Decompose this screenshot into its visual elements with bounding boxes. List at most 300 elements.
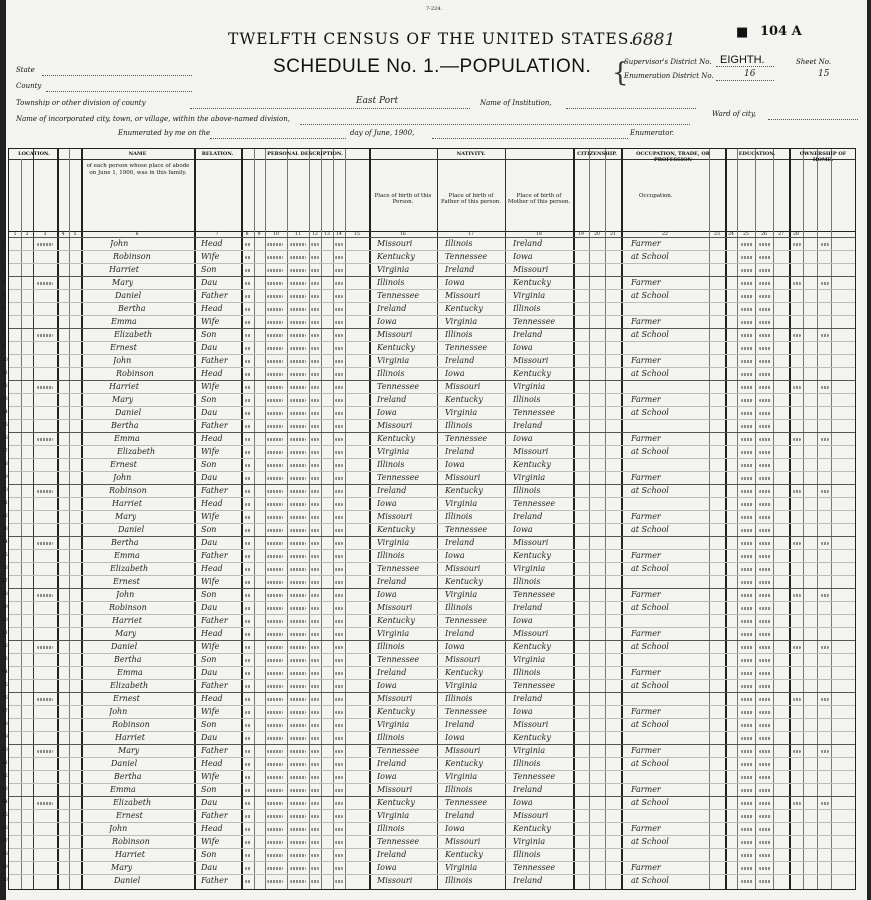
handwriting-mark: [311, 620, 319, 623]
handwriting-mark: [759, 555, 771, 558]
handwriting-mark: [335, 776, 343, 779]
handwriting-mark: [290, 776, 306, 779]
handwritten-entry: Illinois: [513, 850, 541, 859]
handwritten-entry: Virginia: [513, 473, 546, 482]
handwriting-mark: [245, 477, 251, 480]
handwritten-entry: Tennessee: [377, 291, 420, 300]
handwritten-entry: Son: [201, 330, 217, 339]
row-number: 6: [2, 306, 5, 311]
handwritten-entry: Head: [201, 629, 223, 638]
row-number: 2: [2, 254, 5, 259]
handwriting-mark: [267, 321, 283, 324]
handwriting-mark: [759, 568, 771, 571]
handwritten-entry: Illinois: [377, 369, 405, 378]
row-number: 39: [2, 735, 8, 740]
handwritten-entry: Missouri: [445, 655, 481, 664]
row-number: 36: [2, 696, 8, 701]
handwriting-mark: [290, 438, 306, 441]
sheet-value: 15: [818, 69, 830, 79]
handwriting-mark: [311, 243, 319, 246]
handwriting-mark: [267, 386, 283, 389]
handwritten-entry: Wife: [201, 382, 220, 391]
supervisor-value: EIGHTH.: [720, 54, 765, 66]
handwritten-entry: Dau: [201, 473, 218, 482]
handwriting-mark: [311, 516, 319, 519]
table-row: [9, 731, 855, 732]
handwriting-mark: [741, 386, 753, 389]
handwritten-entry: Virginia: [513, 564, 546, 573]
handwriting-mark: [793, 334, 801, 337]
handwriting-mark: [759, 607, 771, 610]
column-number: 9: [257, 232, 261, 237]
handwriting-mark: [245, 295, 251, 298]
handwriting-mark: [245, 607, 251, 610]
handwritten-entry: Ernest: [113, 694, 140, 703]
table-row: [9, 523, 855, 524]
handwriting-mark: [759, 737, 771, 740]
handwritten-entry: Farmer: [631, 863, 661, 872]
handwriting-mark: [335, 854, 343, 857]
handwriting-mark: [759, 633, 771, 636]
row-number: 34: [2, 670, 8, 675]
row-number: 27: [2, 579, 8, 584]
handwritten-entry: Iowa: [377, 408, 397, 417]
handwriting-mark: [245, 269, 251, 272]
handwriting-mark: [290, 633, 306, 636]
handwriting-mark: [759, 854, 771, 857]
handwriting-mark: [311, 672, 319, 675]
handwriting-mark: [267, 373, 283, 376]
handwriting-mark: [311, 477, 319, 480]
handwriting-mark: [741, 724, 753, 727]
handwriting-mark: [311, 360, 319, 363]
handwritten-entry: Bertha: [111, 538, 139, 547]
handwritten-entry: Daniel: [115, 291, 142, 300]
handwriting-mark: [290, 789, 306, 792]
handwriting-mark: [267, 724, 283, 727]
nativity-col-person: Place of birth of this Person.: [374, 193, 432, 205]
scan-edge-right: [867, 0, 871, 900]
table-row: [9, 393, 855, 394]
handwritten-entry: Farmer: [631, 395, 661, 404]
handwriting-mark: [793, 594, 801, 597]
handwriting-mark: [335, 620, 343, 623]
handwriting-mark: [335, 399, 343, 402]
handwriting-mark: [335, 581, 343, 584]
handwritten-entry: Head: [201, 564, 223, 573]
handwritten-entry: Father: [201, 551, 228, 560]
row-number: 18: [2, 462, 8, 467]
handwritten-entry: Farmer: [631, 473, 661, 482]
handwritten-entry: Mary: [112, 395, 134, 404]
handwriting-mark: [37, 334, 53, 337]
handwriting-mark: [245, 542, 251, 545]
handwriting-mark: [245, 841, 251, 844]
column-number: 15: [354, 232, 360, 237]
handwritten-entry: Head: [201, 694, 223, 703]
handwritten-entry: Kentucky: [377, 252, 415, 261]
handwritten-entry: at School: [631, 798, 669, 807]
handwriting-mark: [267, 659, 283, 662]
table-row: [9, 796, 855, 797]
handwriting-mark: [290, 464, 306, 467]
handwritten-entry: Illinois: [377, 824, 405, 833]
handwritten-entry: Father: [201, 421, 228, 430]
handwritten-entry: Tennessee: [377, 564, 420, 573]
handwriting-mark: [759, 425, 771, 428]
group-location: LOCATION.: [18, 151, 50, 157]
handwriting-mark: [759, 464, 771, 467]
handwriting-mark: [759, 581, 771, 584]
handwritten-entry: at School: [631, 486, 669, 495]
handwriting-mark: [290, 698, 306, 701]
handwritten-entry: Kentucky: [445, 759, 483, 768]
handwriting-mark: [267, 685, 283, 688]
handwriting-mark: [335, 594, 343, 597]
handwritten-entry: Son: [201, 785, 217, 794]
handwritten-entry: Emma: [117, 668, 143, 677]
handwriting-mark: [821, 282, 829, 285]
handwritten-entry: Ireland: [513, 330, 543, 339]
handwriting-mark: [311, 308, 319, 311]
handwritten-entry: at School: [631, 252, 669, 261]
handwriting-mark: [267, 256, 283, 259]
handwritten-entry: Dau: [201, 798, 218, 807]
handwritten-entry: Illinois: [445, 330, 473, 339]
handwritten-entry: Tennessee: [445, 525, 488, 534]
handwriting-mark: [267, 464, 283, 467]
table-row: [9, 341, 855, 342]
handwriting-mark: [311, 581, 319, 584]
handwriting-mark: [267, 789, 283, 792]
handwriting-mark: [335, 750, 343, 753]
handwritten-entry: Mary: [112, 278, 134, 287]
row-number: 31: [2, 631, 8, 636]
handwritten-entry: at School: [631, 291, 669, 300]
handwriting-mark: [821, 334, 829, 337]
handwritten-entry: Harriet: [109, 265, 139, 274]
handwriting-mark: [290, 607, 306, 610]
handwritten-entry: Kentucky: [445, 486, 483, 495]
handwritten-entry: Mary: [115, 629, 137, 638]
handwriting-mark: [245, 750, 251, 753]
handwriting-mark: [759, 360, 771, 363]
handwritten-entry: Illinois: [513, 668, 541, 677]
handwriting-mark: [311, 815, 319, 818]
handwriting-mark: [311, 776, 319, 779]
handwriting-mark: [311, 269, 319, 272]
handwritten-entry: Robinson: [109, 486, 147, 495]
handwritten-entry: Virginia: [513, 837, 546, 846]
handwritten-entry: Iowa: [445, 460, 465, 469]
handwriting-mark: [290, 399, 306, 402]
handwritten-entry: Virginia: [377, 720, 410, 729]
handwritten-entry: Head: [201, 499, 223, 508]
handwriting-mark: [311, 802, 319, 805]
column-number: 25: [743, 232, 749, 237]
handwriting-mark: [267, 334, 283, 337]
handwriting-mark: [335, 295, 343, 298]
handwritten-entry: Robinson: [116, 369, 154, 378]
handwriting-mark: [311, 633, 319, 636]
row-number: 46: [2, 826, 8, 831]
handwritten-entry: Robinson: [113, 252, 151, 261]
handwriting-mark: [759, 399, 771, 402]
row-number: 47: [2, 839, 8, 844]
handwriting-mark: [290, 581, 306, 584]
handwriting-mark: [245, 828, 251, 831]
handwritten-entry: Missouri: [377, 603, 413, 612]
handwritten-entry: Illinois: [513, 577, 541, 586]
handwriting-mark: [245, 698, 251, 701]
handwritten-entry: Harriet: [112, 616, 142, 625]
handwritten-entry: Tennessee: [377, 382, 420, 391]
handwritten-entry: Tennessee: [513, 317, 556, 326]
handwritten-entry: Wife: [201, 577, 220, 586]
column-number: 4: [61, 232, 65, 237]
handwritten-entry: Harriet: [115, 733, 145, 742]
handwritten-entry: Emma: [114, 551, 140, 560]
handwritten-entry: Virginia: [445, 499, 478, 508]
handwriting-mark: [821, 594, 829, 597]
handwriting-mark: [741, 607, 753, 610]
handwriting-mark: [335, 841, 343, 844]
handwritten-entry: Virginia: [377, 538, 410, 547]
handwritten-entry: Kentucky: [377, 343, 415, 352]
handwriting-mark: [267, 308, 283, 311]
column-number: 17: [468, 232, 474, 237]
handwriting-mark: [290, 854, 306, 857]
handwritten-entry: Son: [201, 395, 217, 404]
handwriting-mark: [267, 269, 283, 272]
handwritten-entry: Head: [201, 824, 223, 833]
handwritten-entry: at School: [631, 330, 669, 339]
sheet-code: 104 A: [760, 24, 802, 39]
handwriting-mark: [311, 607, 319, 610]
handwriting-mark: [335, 490, 343, 493]
handwriting-mark: [245, 243, 251, 246]
handwritten-entry: Dau: [201, 538, 218, 547]
handwritten-entry: at School: [631, 369, 669, 378]
row-number: 45: [2, 813, 8, 818]
handwriting-mark: [741, 477, 753, 480]
handwritten-entry: Missouri: [445, 837, 481, 846]
handwritten-entry: Illinois: [445, 421, 473, 430]
handwriting-mark: [741, 620, 753, 623]
handwriting-mark: [37, 594, 53, 597]
handwriting-mark: [759, 750, 771, 753]
column-number: 16: [400, 232, 406, 237]
handwriting-mark: [793, 490, 801, 493]
handwritten-entry: Son: [201, 460, 217, 469]
handwriting-mark: [821, 698, 829, 701]
handwriting-mark: [335, 347, 343, 350]
handwriting-mark: [311, 334, 319, 337]
handwriting-mark: [245, 490, 251, 493]
handwriting-mark: [311, 685, 319, 688]
handwriting-mark: [335, 659, 343, 662]
handwriting-mark: [37, 282, 53, 285]
handwriting-mark: [311, 594, 319, 597]
handwritten-entry: Ernest: [116, 811, 143, 820]
handwriting-mark: [267, 529, 283, 532]
table-row: [9, 770, 855, 771]
table-row: [9, 458, 855, 459]
handwriting-mark: [793, 542, 801, 545]
handwritten-entry: Dau: [201, 408, 218, 417]
handwritten-entry: Virginia: [513, 746, 546, 755]
handwriting-mark: [267, 815, 283, 818]
handwritten-entry: Illinois: [445, 876, 473, 885]
handwriting-mark: [741, 594, 753, 597]
row-number: 26: [2, 566, 8, 571]
handwriting-mark: [821, 542, 829, 545]
table-row: [9, 367, 855, 368]
handwritten-entry: Illinois: [445, 785, 473, 794]
handwritten-entry: Kentucky: [445, 304, 483, 313]
handwriting-mark: [311, 646, 319, 649]
handwritten-entry: Missouri: [513, 629, 549, 638]
table-row: [9, 848, 855, 849]
handwriting-mark: [267, 503, 283, 506]
handwritten-entry: Son: [201, 850, 217, 859]
row-number: 28: [2, 592, 8, 597]
handwriting-mark: [741, 295, 753, 298]
supervisor-label: Supervisor's District No.: [624, 58, 712, 66]
handwriting-mark: [759, 724, 771, 727]
handwritten-entry: Iowa: [377, 499, 397, 508]
table-row: [9, 471, 855, 472]
handwriting-mark: [759, 802, 771, 805]
handwriting-mark: [245, 373, 251, 376]
handwritten-entry: Ireland: [377, 668, 407, 677]
name-instructions: of each person whose place of abode on June 1, 1900, was in this family.: [86, 163, 190, 176]
group-occupation: OCCUPATION, TRADE, OR PROFESSION: [636, 151, 710, 163]
handwriting-mark: [290, 841, 306, 844]
handwriting-mark: [245, 685, 251, 688]
handwritten-entry: Tennessee: [513, 590, 556, 599]
handwritten-entry: Farmer: [631, 278, 661, 287]
handwriting-mark: [245, 880, 251, 883]
handwriting-mark: [311, 347, 319, 350]
handwritten-entry: Tennessee: [377, 473, 420, 482]
institution-label: Name of Institution,: [480, 99, 552, 107]
handwritten-entry: Son: [201, 720, 217, 729]
handwriting-mark: [793, 386, 801, 389]
handwriting-mark: [245, 386, 251, 389]
handwriting-mark: [759, 490, 771, 493]
handwriting-mark: [759, 646, 771, 649]
handwriting-mark: [311, 373, 319, 376]
handwriting-mark: [37, 698, 53, 701]
handwriting-mark: [267, 555, 283, 558]
handwritten-entry: at School: [631, 447, 669, 456]
handwriting-mark: [311, 386, 319, 389]
group-nativity: NATIVITY.: [456, 151, 486, 157]
handwriting-mark: [335, 321, 343, 324]
column-number: 2: [25, 232, 29, 237]
handwriting-mark: [267, 516, 283, 519]
handwritten-entry: at School: [631, 681, 669, 690]
handwriting-mark: [741, 763, 753, 766]
handwriting-mark: [335, 529, 343, 532]
handwritten-entry: Farmer: [631, 785, 661, 794]
handwritten-entry: Tennessee: [513, 863, 556, 872]
handwritten-entry: John: [109, 707, 128, 716]
handwriting-mark: [245, 503, 251, 506]
enumeration-value: 16: [744, 69, 756, 79]
handwritten-entry: Bertha: [111, 421, 139, 430]
handwriting-mark: [290, 594, 306, 597]
table-row: [9, 705, 855, 706]
handwriting-mark: [311, 867, 319, 870]
handwriting-mark: [311, 529, 319, 532]
table-row: [9, 718, 855, 719]
handwriting-mark: [821, 646, 829, 649]
ward-label: Ward of city,: [712, 110, 757, 118]
row-number: 17: [2, 449, 8, 454]
handwriting-mark: [741, 542, 753, 545]
handwritten-entry: Dau: [201, 733, 218, 742]
handwriting-mark: [759, 815, 771, 818]
handwriting-mark: [741, 425, 753, 428]
handwritten-entry: Son: [201, 265, 217, 274]
handwriting-mark: [759, 516, 771, 519]
handwritten-entry: Ireland: [513, 785, 543, 794]
handwritten-entry: John: [113, 356, 132, 365]
handwriting-mark: [741, 529, 753, 532]
handwriting-mark: [37, 386, 53, 389]
handwriting-mark: [335, 607, 343, 610]
handwriting-mark: [245, 334, 251, 337]
handwritten-entry: Missouri: [445, 746, 481, 755]
handwriting-mark: [245, 620, 251, 623]
handwritten-entry: Missouri: [513, 811, 549, 820]
enumerator-label: Enumerator.: [630, 129, 675, 137]
handwriting-mark: [290, 451, 306, 454]
handwriting-mark: [311, 425, 319, 428]
handwritten-entry: Virginia: [445, 681, 478, 690]
handwritten-entry: Father: [201, 811, 228, 820]
table-row: [9, 562, 855, 563]
column-number: 24: [728, 232, 734, 237]
handwriting-mark: [267, 802, 283, 805]
handwriting-mark: [741, 269, 753, 272]
handwritten-entry: Illinois: [445, 603, 473, 612]
handwritten-entry: Father: [201, 681, 228, 690]
handwritten-entry: at School: [631, 408, 669, 417]
handwritten-entry: Emma: [110, 785, 136, 794]
handwriting-mark: [311, 503, 319, 506]
row-number: 41: [2, 761, 8, 766]
handwriting-mark: [741, 516, 753, 519]
handwritten-entry: Father: [201, 746, 228, 755]
handwriting-mark: [759, 503, 771, 506]
handwriting-mark: [311, 724, 319, 727]
table-row: [9, 744, 855, 745]
handwritten-entry: Ireland: [445, 811, 475, 820]
table-row: [9, 614, 855, 615]
handwritten-entry: Ireland: [513, 421, 543, 430]
handwritten-entry: Farmer: [631, 551, 661, 560]
handwriting-mark: [311, 568, 319, 571]
handwritten-entry: Father: [201, 291, 228, 300]
handwritten-entry: Illinois: [377, 278, 405, 287]
handwriting-mark: [311, 451, 319, 454]
handwriting-mark: [335, 789, 343, 792]
stamp-number: 6881: [632, 30, 676, 50]
row-number: 8: [2, 332, 5, 337]
